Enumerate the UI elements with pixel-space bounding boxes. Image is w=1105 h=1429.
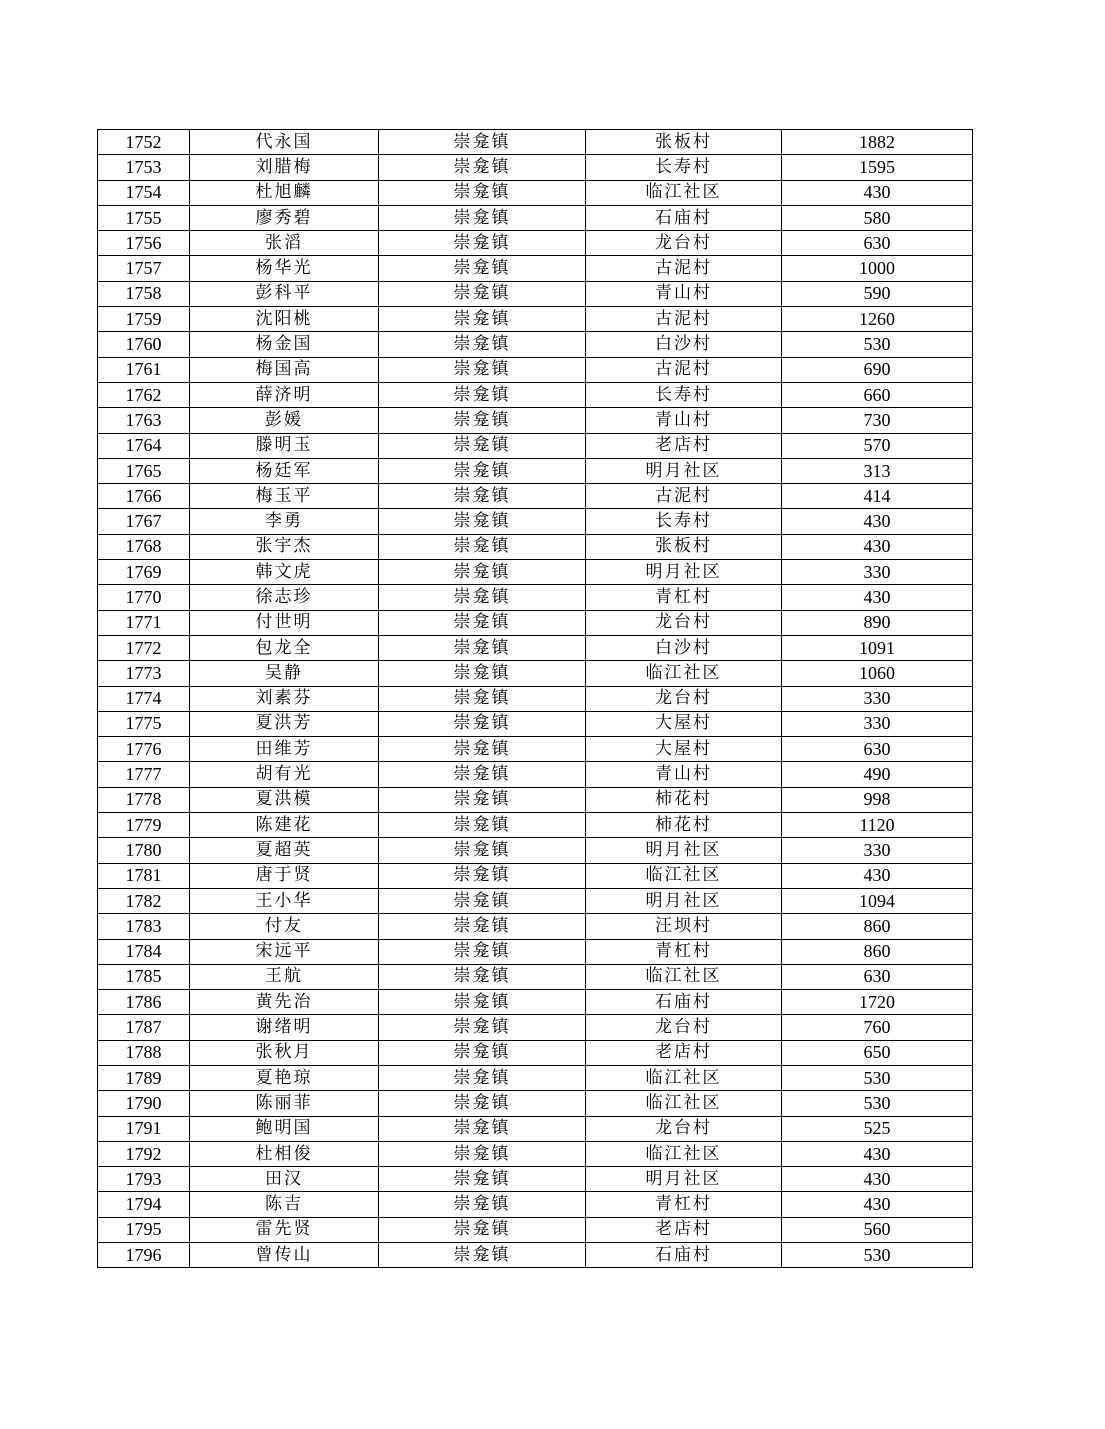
cell-town: 崇龛镇 xyxy=(379,888,586,913)
cell-village: 石庙村 xyxy=(586,1243,782,1268)
cell-number: 1772 xyxy=(98,635,190,660)
cell-amount: 1720 xyxy=(782,990,973,1015)
cell-village: 明月社区 xyxy=(586,1167,782,1192)
cell-amount: 490 xyxy=(782,762,973,787)
cell-town: 崇龛镇 xyxy=(379,1040,586,1065)
table-row xyxy=(98,433,973,458)
cell-number: 1796 xyxy=(98,1243,190,1268)
cell-number: 1771 xyxy=(98,610,190,635)
cell-number: 1753 xyxy=(98,155,190,180)
cell-village: 青山村 xyxy=(586,408,782,433)
cell-name: 杜相俊 xyxy=(190,1141,379,1166)
cell-number: 1778 xyxy=(98,787,190,812)
cell-amount: 525 xyxy=(782,1116,973,1141)
cell-amount: 760 xyxy=(782,1015,973,1040)
table-row xyxy=(98,610,973,635)
cell-number: 1786 xyxy=(98,990,190,1015)
cell-village: 长寿村 xyxy=(586,382,782,407)
cell-number: 1761 xyxy=(98,357,190,382)
cell-village: 石庙村 xyxy=(586,205,782,230)
cell-village: 石庙村 xyxy=(586,990,782,1015)
cell-amount: 330 xyxy=(782,838,973,863)
cell-number: 1755 xyxy=(98,205,190,230)
cell-town: 崇龛镇 xyxy=(379,737,586,762)
table-row xyxy=(98,661,973,686)
cell-village: 白沙村 xyxy=(586,635,782,660)
cell-name: 彭媛 xyxy=(190,408,379,433)
cell-town: 崇龛镇 xyxy=(379,534,586,559)
cell-number: 1795 xyxy=(98,1217,190,1242)
cell-name: 陈吉 xyxy=(190,1192,379,1217)
table-row xyxy=(98,256,973,281)
cell-amount: 730 xyxy=(782,408,973,433)
table-row xyxy=(98,408,973,433)
cell-town: 崇龛镇 xyxy=(379,433,586,458)
cell-amount: 530 xyxy=(782,332,973,357)
cell-amount: 414 xyxy=(782,484,973,509)
cell-town: 崇龛镇 xyxy=(379,1243,586,1268)
cell-name: 雷先贤 xyxy=(190,1217,379,1242)
cell-name: 李勇 xyxy=(190,509,379,534)
cell-name: 韩文虎 xyxy=(190,560,379,585)
cell-name: 陈建花 xyxy=(190,813,379,838)
table-row xyxy=(98,1015,973,1040)
cell-town: 崇龛镇 xyxy=(379,990,586,1015)
cell-name: 谢绪明 xyxy=(190,1015,379,1040)
cell-amount: 998 xyxy=(782,787,973,812)
cell-name: 滕明玉 xyxy=(190,433,379,458)
table-row xyxy=(98,231,973,256)
cell-name: 杨廷军 xyxy=(190,458,379,483)
cell-village: 古泥村 xyxy=(586,307,782,332)
cell-number: 1754 xyxy=(98,180,190,205)
cell-village: 青杠村 xyxy=(586,939,782,964)
table-row xyxy=(98,1243,973,1268)
cell-town: 崇龛镇 xyxy=(379,382,586,407)
table-row xyxy=(98,585,973,610)
cell-town: 崇龛镇 xyxy=(379,281,586,306)
cell-name: 宋远平 xyxy=(190,939,379,964)
cell-number: 1784 xyxy=(98,939,190,964)
cell-name: 夏超英 xyxy=(190,838,379,863)
cell-amount: 860 xyxy=(782,939,973,964)
cell-town: 崇龛镇 xyxy=(379,205,586,230)
cell-amount: 430 xyxy=(782,1141,973,1166)
cell-name: 刘素芬 xyxy=(190,686,379,711)
cell-name: 廖秀碧 xyxy=(190,205,379,230)
cell-town: 崇龛镇 xyxy=(379,1192,586,1217)
cell-town: 崇龛镇 xyxy=(379,1116,586,1141)
cell-number: 1792 xyxy=(98,1141,190,1166)
cell-village: 长寿村 xyxy=(586,155,782,180)
cell-number: 1777 xyxy=(98,762,190,787)
cell-number: 1773 xyxy=(98,661,190,686)
cell-village: 明月社区 xyxy=(586,888,782,913)
cell-number: 1781 xyxy=(98,863,190,888)
cell-town: 崇龛镇 xyxy=(379,180,586,205)
cell-name: 梅玉平 xyxy=(190,484,379,509)
cell-name: 曾传山 xyxy=(190,1243,379,1268)
table-row xyxy=(98,1116,973,1141)
cell-amount: 1094 xyxy=(782,888,973,913)
cell-amount: 630 xyxy=(782,737,973,762)
cell-town: 崇龛镇 xyxy=(379,787,586,812)
cell-number: 1775 xyxy=(98,711,190,736)
cell-number: 1760 xyxy=(98,332,190,357)
table-row xyxy=(98,130,973,155)
cell-town: 崇龛镇 xyxy=(379,762,586,787)
cell-town: 崇龛镇 xyxy=(379,838,586,863)
cell-name: 鲍明国 xyxy=(190,1116,379,1141)
cell-village: 明月社区 xyxy=(586,560,782,585)
cell-name: 彭科平 xyxy=(190,281,379,306)
table-row xyxy=(98,635,973,660)
cell-town: 崇龛镇 xyxy=(379,1167,586,1192)
cell-amount: 1882 xyxy=(782,130,973,155)
cell-name: 夏洪芳 xyxy=(190,711,379,736)
cell-village: 临江社区 xyxy=(586,1065,782,1090)
table-row xyxy=(98,1141,973,1166)
cell-amount: 660 xyxy=(782,382,973,407)
cell-village: 青杠村 xyxy=(586,1192,782,1217)
cell-number: 1765 xyxy=(98,458,190,483)
cell-name: 代永国 xyxy=(190,130,379,155)
table-row xyxy=(98,458,973,483)
cell-number: 1758 xyxy=(98,281,190,306)
cell-number: 1788 xyxy=(98,1040,190,1065)
cell-town: 崇龛镇 xyxy=(379,661,586,686)
cell-amount: 330 xyxy=(782,560,973,585)
table-row xyxy=(98,1040,973,1065)
cell-amount: 630 xyxy=(782,231,973,256)
cell-name: 张宇杰 xyxy=(190,534,379,559)
cell-village: 临江社区 xyxy=(586,1091,782,1116)
cell-number: 1793 xyxy=(98,1167,190,1192)
cell-amount: 860 xyxy=(782,914,973,939)
table-row xyxy=(98,1217,973,1242)
cell-amount: 330 xyxy=(782,686,973,711)
table-row xyxy=(98,180,973,205)
cell-name: 付世明 xyxy=(190,610,379,635)
cell-number: 1757 xyxy=(98,256,190,281)
cell-amount: 560 xyxy=(782,1217,973,1242)
cell-village: 大屋村 xyxy=(586,711,782,736)
cell-town: 崇龛镇 xyxy=(379,914,586,939)
cell-village: 古泥村 xyxy=(586,256,782,281)
cell-amount: 313 xyxy=(782,458,973,483)
cell-village: 龙台村 xyxy=(586,610,782,635)
table-row xyxy=(98,737,973,762)
table-row xyxy=(98,813,973,838)
cell-number: 1762 xyxy=(98,382,190,407)
table-row xyxy=(98,888,973,913)
cell-name: 黄先治 xyxy=(190,990,379,1015)
cell-amount: 1091 xyxy=(782,635,973,660)
table-body xyxy=(98,130,973,1268)
table-row xyxy=(98,357,973,382)
cell-town: 崇龛镇 xyxy=(379,484,586,509)
data-table xyxy=(97,129,973,1268)
cell-amount: 530 xyxy=(782,1243,973,1268)
cell-village: 长寿村 xyxy=(586,509,782,534)
cell-town: 崇龛镇 xyxy=(379,256,586,281)
table-row xyxy=(98,534,973,559)
cell-village: 龙台村 xyxy=(586,231,782,256)
cell-number: 1769 xyxy=(98,560,190,585)
cell-village: 青山村 xyxy=(586,762,782,787)
table-row xyxy=(98,307,973,332)
cell-name: 徐志珍 xyxy=(190,585,379,610)
table-row xyxy=(98,990,973,1015)
cell-number: 1794 xyxy=(98,1192,190,1217)
cell-town: 崇龛镇 xyxy=(379,357,586,382)
cell-town: 崇龛镇 xyxy=(379,332,586,357)
cell-village: 老店村 xyxy=(586,1040,782,1065)
cell-village: 临江社区 xyxy=(586,1141,782,1166)
cell-village: 临江社区 xyxy=(586,180,782,205)
cell-village: 老店村 xyxy=(586,433,782,458)
cell-number: 1759 xyxy=(98,307,190,332)
cell-name: 田维芳 xyxy=(190,737,379,762)
cell-number: 1787 xyxy=(98,1015,190,1040)
cell-amount: 430 xyxy=(782,180,973,205)
cell-amount: 530 xyxy=(782,1091,973,1116)
table-row xyxy=(98,205,973,230)
cell-name: 梅国高 xyxy=(190,357,379,382)
cell-village: 龙台村 xyxy=(586,1015,782,1040)
cell-name: 刘腊梅 xyxy=(190,155,379,180)
cell-amount: 630 xyxy=(782,964,973,989)
table-row xyxy=(98,155,973,180)
cell-name: 杨金国 xyxy=(190,332,379,357)
cell-name: 包龙全 xyxy=(190,635,379,660)
cell-number: 1752 xyxy=(98,130,190,155)
cell-town: 崇龛镇 xyxy=(379,964,586,989)
cell-name: 夏艳琼 xyxy=(190,1065,379,1090)
table-row xyxy=(98,964,973,989)
cell-name: 杜旭麟 xyxy=(190,180,379,205)
cell-name: 田汉 xyxy=(190,1167,379,1192)
cell-amount: 570 xyxy=(782,433,973,458)
table-row xyxy=(98,939,973,964)
cell-amount: 1595 xyxy=(782,155,973,180)
cell-town: 崇龛镇 xyxy=(379,863,586,888)
cell-village: 临江社区 xyxy=(586,863,782,888)
cell-village: 大屋村 xyxy=(586,737,782,762)
cell-town: 崇龛镇 xyxy=(379,1015,586,1040)
table-row xyxy=(98,914,973,939)
cell-name: 薛济明 xyxy=(190,382,379,407)
cell-name: 王航 xyxy=(190,964,379,989)
cell-number: 1770 xyxy=(98,585,190,610)
cell-amount: 430 xyxy=(782,585,973,610)
cell-town: 崇龛镇 xyxy=(379,939,586,964)
cell-amount: 1120 xyxy=(782,813,973,838)
table-row xyxy=(98,1192,973,1217)
cell-town: 崇龛镇 xyxy=(379,1141,586,1166)
cell-number: 1768 xyxy=(98,534,190,559)
cell-village: 张板村 xyxy=(586,534,782,559)
cell-town: 崇龛镇 xyxy=(379,1091,586,1116)
table-row xyxy=(98,332,973,357)
table-row xyxy=(98,1065,973,1090)
cell-amount: 890 xyxy=(782,610,973,635)
cell-village: 青杠村 xyxy=(586,585,782,610)
cell-amount: 530 xyxy=(782,1065,973,1090)
cell-name: 唐于贤 xyxy=(190,863,379,888)
cell-village: 临江社区 xyxy=(586,661,782,686)
cell-town: 崇龛镇 xyxy=(379,509,586,534)
cell-town: 崇龛镇 xyxy=(379,458,586,483)
table-row xyxy=(98,762,973,787)
cell-number: 1791 xyxy=(98,1116,190,1141)
table-row xyxy=(98,281,973,306)
cell-village: 龙台村 xyxy=(586,1116,782,1141)
cell-name: 王小华 xyxy=(190,888,379,913)
cell-town: 崇龛镇 xyxy=(379,307,586,332)
cell-town: 崇龛镇 xyxy=(379,408,586,433)
table-row xyxy=(98,787,973,812)
table-row xyxy=(98,711,973,736)
cell-village: 柿花村 xyxy=(586,787,782,812)
table-row xyxy=(98,1167,973,1192)
cell-number: 1767 xyxy=(98,509,190,534)
cell-amount: 650 xyxy=(782,1040,973,1065)
cell-amount: 430 xyxy=(782,1167,973,1192)
cell-number: 1763 xyxy=(98,408,190,433)
cell-amount: 1000 xyxy=(782,256,973,281)
cell-number: 1776 xyxy=(98,737,190,762)
cell-amount: 430 xyxy=(782,863,973,888)
cell-village: 明月社区 xyxy=(586,838,782,863)
cell-town: 崇龛镇 xyxy=(379,130,586,155)
cell-village: 古泥村 xyxy=(586,357,782,382)
cell-town: 崇龛镇 xyxy=(379,711,586,736)
cell-name: 张滔 xyxy=(190,231,379,256)
cell-name: 杨华光 xyxy=(190,256,379,281)
cell-number: 1764 xyxy=(98,433,190,458)
cell-village: 白沙村 xyxy=(586,332,782,357)
table-row xyxy=(98,863,973,888)
cell-town: 崇龛镇 xyxy=(379,1065,586,1090)
cell-number: 1780 xyxy=(98,838,190,863)
cell-name: 陈丽菲 xyxy=(190,1091,379,1116)
table-row xyxy=(98,484,973,509)
table-row xyxy=(98,686,973,711)
cell-number: 1785 xyxy=(98,964,190,989)
cell-number: 1766 xyxy=(98,484,190,509)
cell-amount: 1260 xyxy=(782,307,973,332)
table-row xyxy=(98,382,973,407)
cell-name: 吴静 xyxy=(190,661,379,686)
cell-amount: 580 xyxy=(782,205,973,230)
cell-amount: 1060 xyxy=(782,661,973,686)
cell-town: 崇龛镇 xyxy=(379,1217,586,1242)
cell-number: 1782 xyxy=(98,888,190,913)
table-row xyxy=(98,838,973,863)
cell-amount: 430 xyxy=(782,534,973,559)
cell-name: 沈阳桃 xyxy=(190,307,379,332)
cell-number: 1790 xyxy=(98,1091,190,1116)
cell-town: 崇龛镇 xyxy=(379,635,586,660)
cell-number: 1774 xyxy=(98,686,190,711)
cell-town: 崇龛镇 xyxy=(379,155,586,180)
cell-number: 1789 xyxy=(98,1065,190,1090)
cell-village: 柿花村 xyxy=(586,813,782,838)
cell-amount: 330 xyxy=(782,711,973,736)
table-row xyxy=(98,1091,973,1116)
cell-number: 1756 xyxy=(98,231,190,256)
cell-village: 汪坝村 xyxy=(586,914,782,939)
cell-amount: 430 xyxy=(782,1192,973,1217)
cell-village: 明月社区 xyxy=(586,458,782,483)
cell-name: 夏洪模 xyxy=(190,787,379,812)
cell-amount: 690 xyxy=(782,357,973,382)
cell-town: 崇龛镇 xyxy=(379,686,586,711)
table-row xyxy=(98,509,973,534)
cell-town: 崇龛镇 xyxy=(379,231,586,256)
cell-name: 胡有光 xyxy=(190,762,379,787)
cell-amount: 590 xyxy=(782,281,973,306)
cell-village: 张板村 xyxy=(586,130,782,155)
cell-town: 崇龛镇 xyxy=(379,813,586,838)
cell-number: 1783 xyxy=(98,914,190,939)
cell-village: 古泥村 xyxy=(586,484,782,509)
cell-name: 张秋月 xyxy=(190,1040,379,1065)
cell-village: 青山村 xyxy=(586,281,782,306)
cell-village: 临江社区 xyxy=(586,964,782,989)
cell-name: 付友 xyxy=(190,914,379,939)
table-row xyxy=(98,560,973,585)
cell-town: 崇龛镇 xyxy=(379,610,586,635)
cell-town: 崇龛镇 xyxy=(379,585,586,610)
cell-village: 老店村 xyxy=(586,1217,782,1242)
cell-amount: 430 xyxy=(782,509,973,534)
cell-number: 1779 xyxy=(98,813,190,838)
cell-village: 龙台村 xyxy=(586,686,782,711)
cell-town: 崇龛镇 xyxy=(379,560,586,585)
